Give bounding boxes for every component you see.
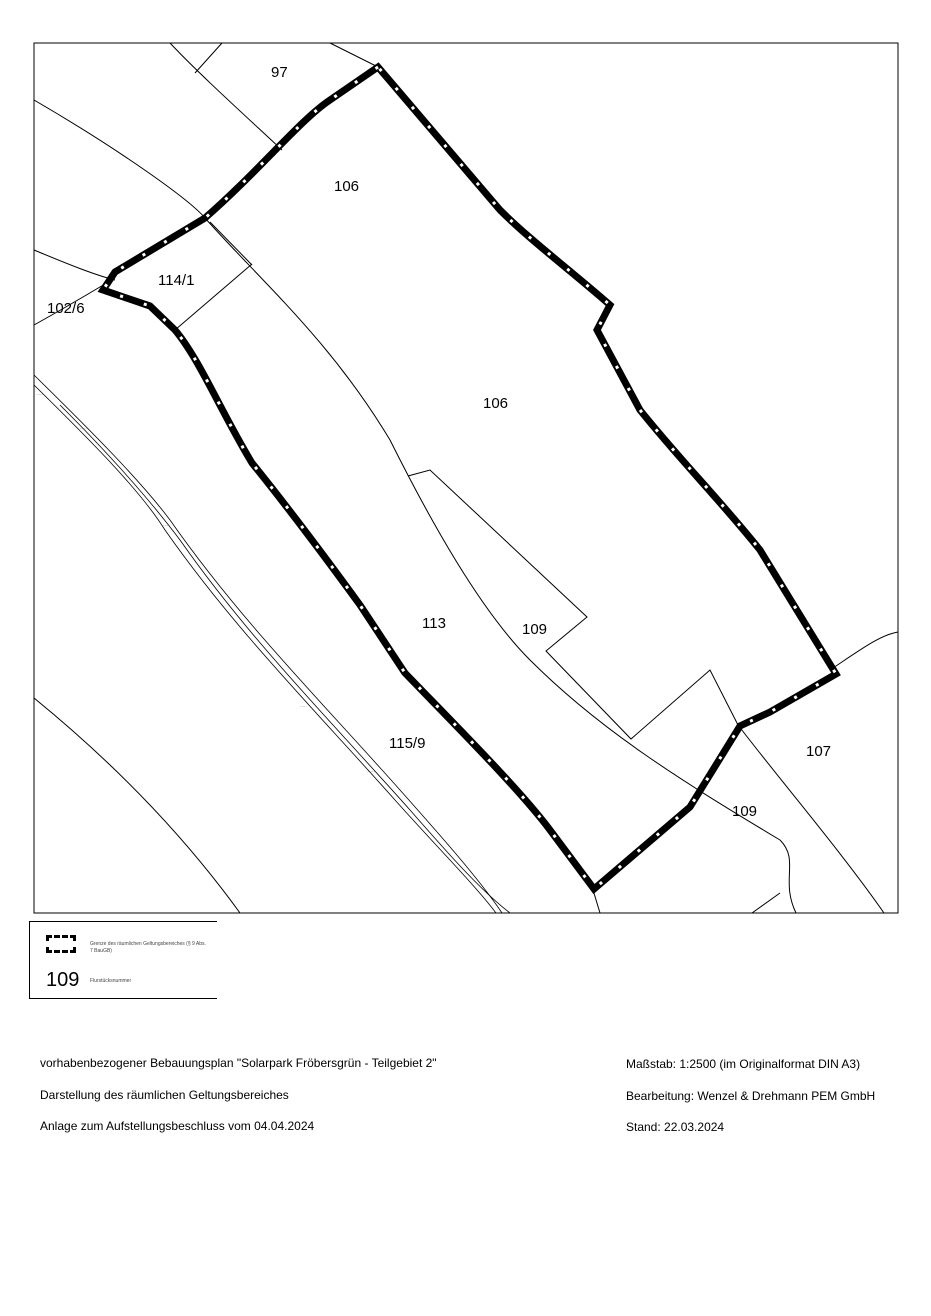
parcel-label-102-6: 102/6 <box>47 300 85 317</box>
legend <box>29 921 217 999</box>
rail-annotations <box>36 392 375 774</box>
legend-number-text: Flurstücksnummer <box>90 978 132 984</box>
parcel-label-115-9: 115/9 <box>389 735 426 752</box>
plan-subtitle: Darstellung des räumlichen Geltungsbereiches <box>40 1088 289 1102</box>
parcel-label-97: 97 <box>271 64 288 81</box>
parcel-label-107: 107 <box>806 743 832 760</box>
plan-scale: Maßstab: 1:2500 (im Originalformat DIN A3) <box>626 1057 861 1071</box>
svg-text:·····: ····· <box>368 769 375 774</box>
parcel-label-109-center: 109 <box>522 621 548 638</box>
parcel-label-106-north: 106 <box>334 178 360 195</box>
plan-annex: Anlage zum Aufstellungsbeschluss vom 04.04.2024 <box>40 1119 315 1133</box>
plan-date: Stand: 22.03.2024 <box>626 1120 725 1134</box>
plan-title: vorhabenbezogener Bebauungsplan "Solarpark Fröbersgrün - Teilgebiet 2" <box>40 1056 437 1070</box>
parcel-label-109-south: 109 <box>732 803 758 820</box>
rail-lines <box>34 375 510 913</box>
legend-boundary-text: Grenze des räumlichen Geltungsbereiches (§ 9 Abs. 7 BauGB) <box>90 941 206 954</box>
legend-number-sample: 109 <box>46 969 80 991</box>
parcel-label-106-center: 106 <box>483 395 509 412</box>
parcel-label-114-1: 114/1 <box>158 272 195 289</box>
svg-text:·····: ····· <box>163 523 170 528</box>
svg-text:·····: ····· <box>80 426 87 431</box>
plan-editor: Bearbeitung: Wenzel & Drehmann PEM GmbH <box>626 1089 876 1103</box>
boundary-line <box>103 67 836 889</box>
svg-text:·····: ····· <box>36 392 43 397</box>
svg-text:·····: ····· <box>300 704 307 709</box>
parcel-label-113: 113 <box>422 615 446 632</box>
legend-boundary-symbol <box>46 935 76 953</box>
